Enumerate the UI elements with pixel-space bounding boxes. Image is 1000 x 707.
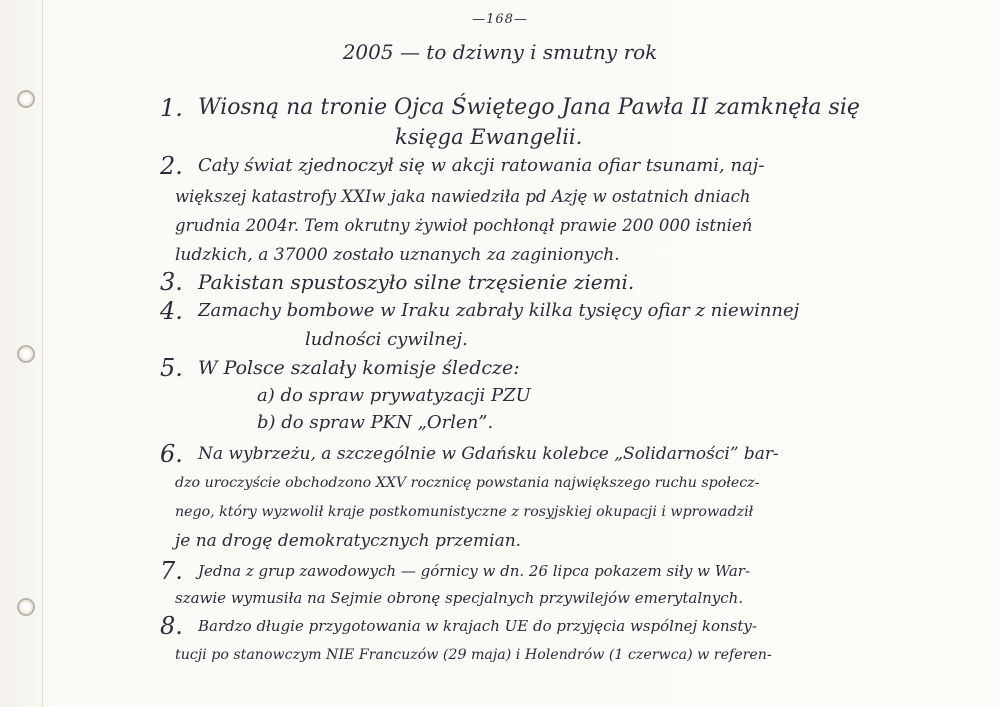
- item-line: Zamachy bombowe w Iraku zabrały kilka tysięcy ofiar z niewinnej: [198, 300, 800, 321]
- item-line: W Polsce szalały komisje śledcze:: [198, 357, 520, 379]
- item-line: Bardzo długie przygotowania w krajach UE do przyjęcia wspólnej konsty-: [198, 617, 757, 635]
- item-line: Cały świat zjednoczył się w akcji ratowania ofiar tsunami, naj-: [198, 155, 765, 176]
- binder-hole: [17, 90, 35, 108]
- item-line: Pakistan spustoszyło silne trzęsienie ziemi.: [198, 270, 635, 294]
- item-line: ludzkich, a 37000 zostało uznanych za zaginionych.: [175, 245, 620, 265]
- page-number: —168—: [472, 12, 528, 27]
- binder-hole: [17, 598, 35, 616]
- page-title: 2005 — to dziwny i smutny rok: [342, 40, 658, 64]
- item-number: 4.: [160, 297, 183, 325]
- item-line: tucji po stanowczym NIE Francuzów (29 maja) i Holendrów (1 czerwca) w referen-: [175, 647, 772, 663]
- binder-hole: [17, 345, 35, 363]
- sub-item: a) do spraw prywatyzacji PZU: [257, 385, 531, 406]
- item-line: Wiosną na tronie Ojca Świętego Jana Pawła II zamknęła się: [198, 95, 860, 120]
- item-line: nego, który wyzwolił kraje postkomunistyczne z rosyjskiej okupacji i wprowadził: [175, 504, 754, 520]
- item-number: 6.: [160, 440, 183, 468]
- item-number: 2.: [160, 152, 183, 180]
- item-number: 7.: [160, 557, 183, 585]
- item-number: 1.: [160, 94, 183, 122]
- item-line: grudnia 2004r. Tem okrutny żywioł pochłonął prawie 200 000 istnień: [175, 216, 753, 235]
- item-line: dzo uroczyście obchodzono XXV rocznicę powstania największego ruchu społecz-: [175, 475, 760, 491]
- item-line: szawie wymusiła na Sejmie obronę specjalnych przywilejów emerytalnych.: [175, 589, 744, 607]
- item-line: ludności cywilnej.: [305, 329, 468, 350]
- item-line: większej katastrofy XXIw jaka nawiedziła pd Azję w ostatnich dniach: [175, 187, 751, 206]
- item-line: je na drogę demokratycznych przemian.: [175, 531, 522, 551]
- item-line: Na wybrzeżu, a szczególnie w Gdańsku kolebce „Solidarności” bar-: [198, 444, 779, 464]
- item-line: Jedna z grup zawodowych — górnicy w dn. 26 lipca pokazem siły w War-: [198, 562, 751, 580]
- margin-line: [42, 0, 43, 707]
- sub-item: b) do spraw PKN „Orlen”.: [257, 412, 494, 433]
- item-number: 8.: [160, 612, 183, 640]
- item-number: 5.: [160, 354, 183, 382]
- item-line: księga Ewangelii.: [395, 125, 583, 149]
- item-number: 3.: [160, 268, 183, 296]
